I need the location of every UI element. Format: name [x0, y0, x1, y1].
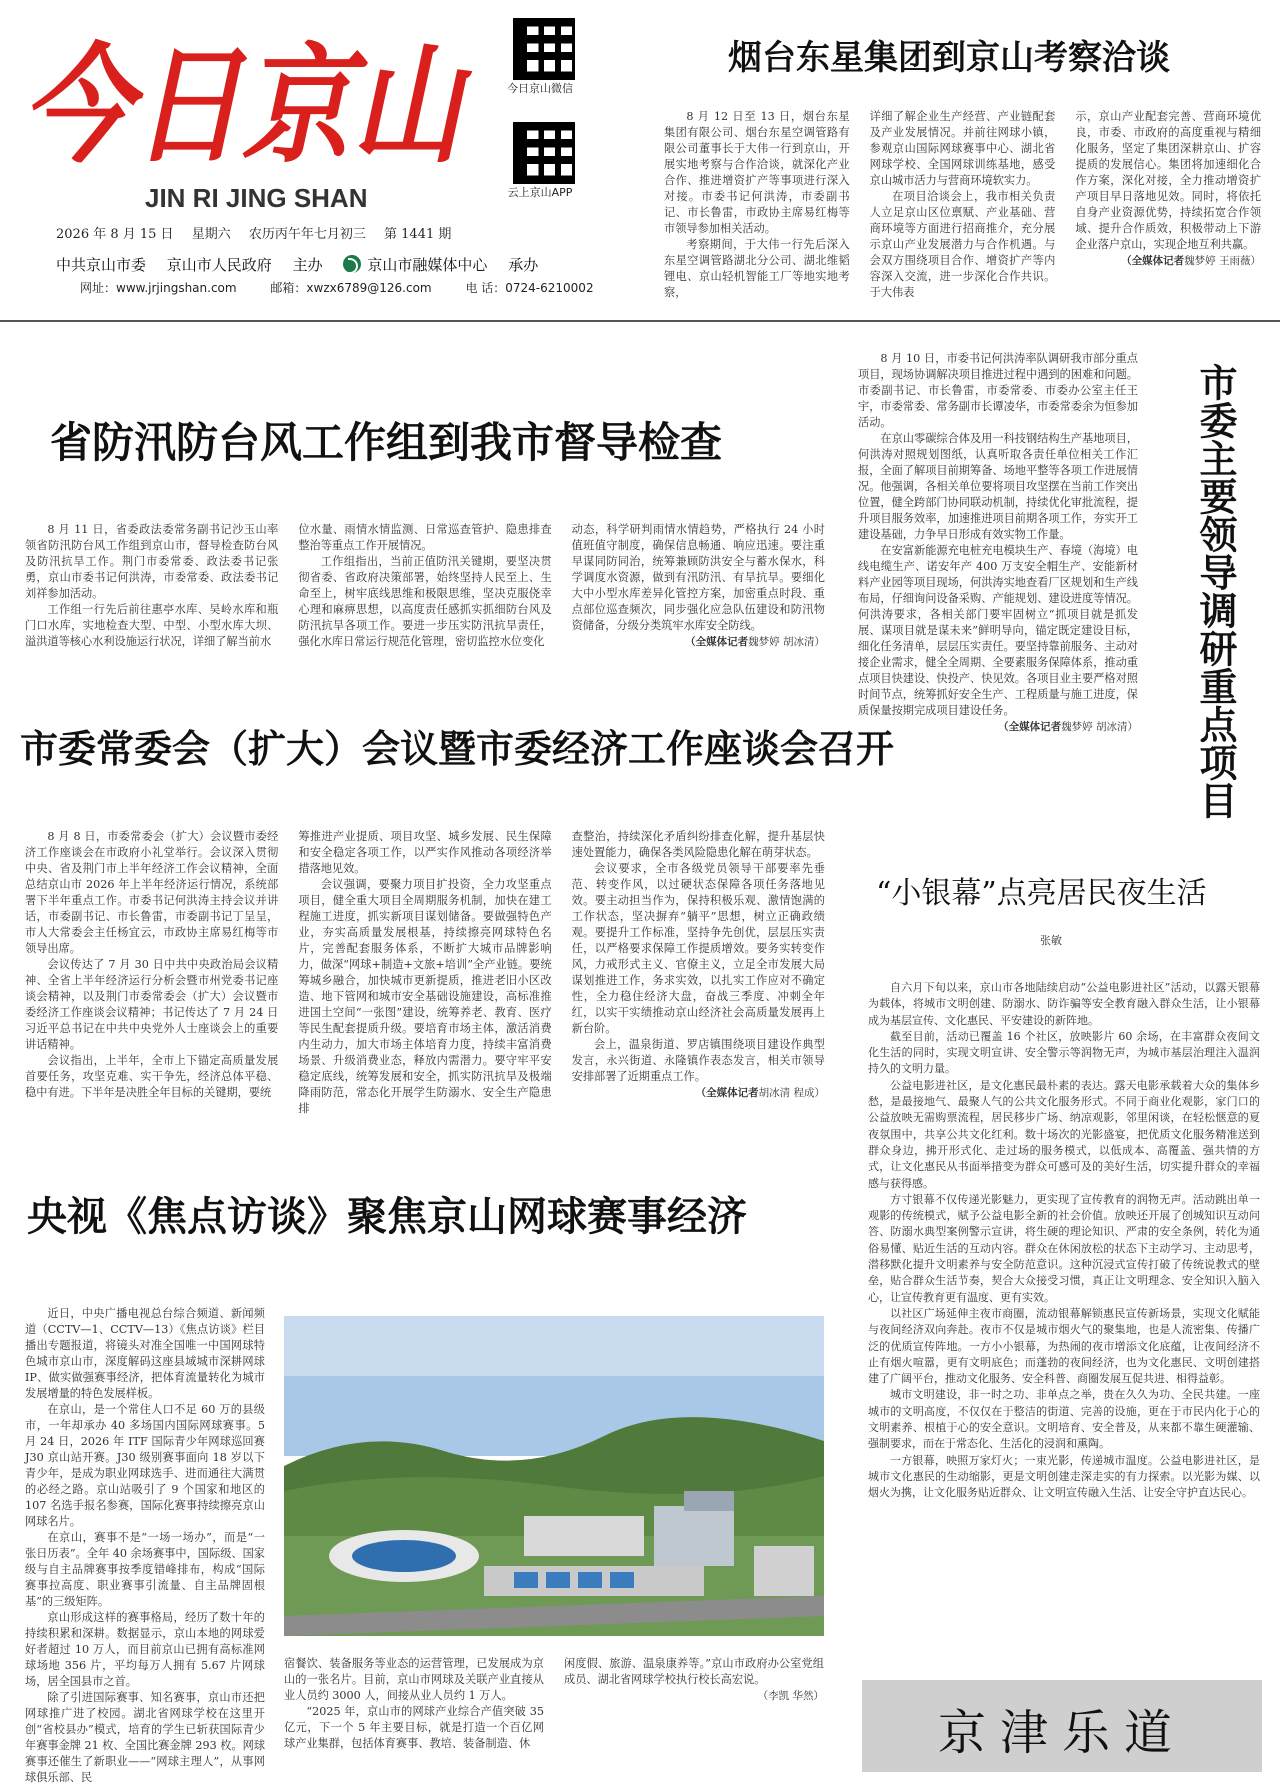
issue-number: 第 1441 期: [384, 227, 452, 242]
article4-headline: 市委主要领导调研重点项目: [1193, 363, 1237, 819]
article3-headline: 市委常委会（扩大）会议暨市委经济工作座谈会召开: [20, 726, 895, 771]
sponsor-role: 主办: [292, 256, 323, 274]
article6-paragraph: 一方银幕，映照万家灯火；一束光影，传递城市温度。公益电影进社区，是城市文化惠民的生动缩影，更是文明创建走深走实的有力探索。以光影为媒、以烟火为携，让文化服务贴近群众、让文明宣传融入生活、让安全守护直达民心。: [868, 1453, 1260, 1500]
organizer-role: 承办: [508, 256, 539, 274]
wechat-qr-caption: 今日京山微信: [507, 82, 573, 95]
article2-paragraph: 动态，科学研判雨情水情趋势，严格执行 24 小时值班值守制度，确保信息畅通、响应迅速。要注重早谋同防同治，统筹兼顾防洪安全与蓄水保水，科学调度水资源，做到有汛防汛、有旱抗旱。要细化大中小型水库差异化管控方案，加密重点时段、重点部位巡查频次，同步强化应急队伍建设和防汛物资储备，分级分类筑牢水库安全防线。: [571, 523, 825, 632]
article6-body: [868, 980, 1260, 1502]
article3-paragraph: 8 月 8 日，市委常委会（扩大）会议暨市委经济工作座谈会在市政府小礼堂举行。会议深入贯彻中央、省及荆门市上半年经济工作会议精神，全面总结京山市 2026 年上半年经济运行情况，系统部署下半年重点工作。市委书记何洪涛主持会议并讲话，市委副书记、市长鲁雷，市委副书记丁呈呈，市人大常委会主任杨宜云，市政协主席易红梅等市领导出席。: [25, 830, 279, 955]
article5-paragraph: 除了引进国际赛事、知名赛事，京山市还把网球推广进了校园。湖北省网球学校在这里开创“省校县办”模式，培育的学生已斩获国际青少年赛事金牌 21 枚、全国比赛金牌 293 枚。网球赛事还催生了新职业——“网球主理人”，从事网球俱乐部、民: [25, 1691, 266, 1784]
sponsor-line: [56, 254, 554, 275]
article5-paragraph: 京山形成这样的赛事格局，经历了数十年的持续积累和深耕。数据显示，京山本地的网球爱好者超过 10 万人，而目前京山已拥有高标准网球场地 356 片，平均每万人拥有 5.67 片网球场，居全国县市之首。: [25, 1611, 265, 1688]
article5-paragraph: “2025 年，京山市的网球产业综合产值突破 35 亿元，下一个 5 年主要目标，就是打造一个百亿网球产业集群，包括体育赛事、教培、装备制造、休: [284, 1705, 544, 1750]
article2-byline: （全媒体记者魏梦婷 胡冰清）: [685, 636, 825, 648]
article5-byline: （李凯 华然）: [757, 1690, 824, 1702]
article1-paragraph: 在项目洽谈会上，我市相关负责人立足京山区位禀赋、产业基础、营商环境等方面进行招商推介，充分展示京山产业发展潜力与合作机遇。与会双方围绕项目合作、增资扩产等内容深入交流，进一步深化合作共识。于大伟表: [869, 190, 1056, 299]
article4-body: [858, 351, 1138, 735]
article5-headline: 央视《焦点访谈》聚焦京山网球赛事经济: [27, 1194, 747, 1240]
wechat-qr-block: [507, 18, 575, 96]
article1-paragraph: 详细了解企业生产经营、产业链配套及产业发展情况。并前往网球小镇，参观京山国际网球赛事中心、湖北省网球学校、全国网球训练基地，感受京山城市活力与营商环境软实力。: [869, 110, 1056, 187]
article1-paragraph: 示，京山产业配套完善、营商环境优良，市委、市政府的高度重视与精细化服务，坚定了集团深耕京山、扩容提质的发展信心。集团将加速细化合作方案，深化对接，全力推动增资扩产项目早日落地见效。同时，将依托自身产业资源优势，持续拓宽合作领域、提升合作质效，积极带动上下游企业落户京山，实现企地互利共赢。: [1075, 110, 1262, 251]
article3-paragraph: 会上，温泉街道、罗店镇围绕项目建设作典型发言，永兴街道、永隆镇作表态发言，相关市领导安排部署了近期重点工作。: [571, 1038, 825, 1083]
masthead-divider: [0, 320, 1280, 322]
article3-paragraph: 会议要求，全市各级党员领导干部要率先垂范、转变作风，以过硬状态保障各项任务落地见效。要主动担当作为，保持积极乐观、激情饱满的工作状态，坚决摒弃“躺平”思想，树立正确政绩观。要提升工作标准，坚持争先创优，层层压实责任，以严格要求保障工作提质增效。要务实转变作风，力戒形式主义、官僚主义，立足全市发展大局谋划推进工作，务求实效，以扎实工作应对不确定性，全力稳住经济大盘，奋战三季度、冲刺全年红，以实干实绩推动京山经济社会高质量发展再上新台阶。: [571, 862, 825, 1035]
article6-paragraph: 城市文明建设，非一时之功、非单点之举，贵在久久为功、全民共建。一座城市的文明高度，不仅仅在于整洁的街道、完善的设施，更在于市民内化于心的文明素养、根植于心的安全意识。文明培育、安全普及，从来都不靠生硬灌输、强制要求，而在于常态化、生活化的浸润和熏陶。: [868, 1388, 1260, 1451]
article3-byline: （全媒体记者胡冰清 程成）: [695, 1087, 825, 1099]
app-qr-code-icon[interactable]: [513, 122, 575, 184]
article6-author: 张敏: [1040, 934, 1062, 947]
column-title: 京津乐道: [937, 1705, 1186, 1761]
article4-byline: （全媒体记者魏梦婷 胡冰清）: [998, 721, 1138, 733]
article4-paragraph: 在京山零碳综合体及用一科技钢结构生产基地项目，何洪涛对照规划图纸，认真听取各责任单位相关工作汇报，全面了解项目前期筹备、场地平整等各项工作进展情况。他强调，各相关单位要将项目攻坚摆在当前工作突出位置，健全跨部门协同联动机制，持续优化审批流程，提升项目服务效率，加速推进项目前期各项工作，夯实开工建设基础，力争早日形成有效实物工作量。: [858, 432, 1138, 541]
article1-byline: （全媒体记者魏梦婷 王雨薇）: [1121, 255, 1262, 267]
article5-col1: [25, 1306, 265, 1786]
article3-paragraph: 筹推进产业提质、项目攻坚、城乡发展、民生保障和安全稳定各项工作，以严实作风推动各项经济举措落地见效。: [298, 830, 552, 875]
article6-paragraph: 截至目前，活动已覆盖 16 个社区，放映影片 60 余场，在丰富群众夜间文化生活的同时，实现文明宣讲、安全警示等润物无声，为城市基层治理注入温润持久的文明力量。: [868, 1029, 1260, 1076]
article5-paragraph: 近日，中央广播电视总台综合频道、新闻频道（CCTV—1、CCTV—13）《焦点访谈》栏目播出专题报道，将镜头对准全国唯一中国网球特色城市京山市，深度解码这座县域城市深耕网球 IP、做实做强赛事经济，把体育流量转化为城市发展增量的特色发展样板。: [25, 1307, 265, 1400]
article3-paragraph: 会议强调，要聚力项目扩投资，全力攻坚重点项目，健全重大项目全周期服务机制，加快在建工程施工进度，抓实新项目谋划储备。要做强特色产业，夯实高质量发展根基，持续擦亮网球特色名片，完善配套服务体系，不断扩大城市品牌影响力，做深“网球+制造+文旅+培训”全产业链。要统筹城乡融合，加快城市更新提质，推进老旧小区改造、地下管网和城市安全基础设施建设，高标准推进国土空间“一张图”建设，统筹养老、教育、医疗等民生配套提质升级。要培育市场主体，激活消费内生动力，加大市场主体培育力度，持续丰富消费场景、升级消费业态，释放内需潜力。要守牢平安稳定底线，统筹发展和安全，抓实防汛抗旱及极端降雨防范，常态化开展学生防溺水、安全生产隐患排: [298, 878, 552, 1115]
article4-paragraph: 8 月 10 日，市委书记何洪涛率队调研我市部分重点项目，现场协调解决项目推进过程中遇到的困难和问题。市委副书记、市长鲁雷，市委常委、市委办公室主任王宇，市委常委、常务副市长谭凌华，市委常委余为恒参加活动。: [858, 352, 1138, 429]
article6-paragraph: 公益电影进社区，是文化惠民最朴素的表达。露天电影承载着大众的集体乡愁，是最接地气、最聚人气的公共文化服务形式。不同于商业化观影，家门口的公益放映无需购票流程，居民移步广场、纳凉观影，邻里闲谈，在轻松惬意的夏夜氛围中，共享公共文化红利。数十场次的光影盛宴，把优质文化服务精准送到群众身边，拂开形式化、走过场的服务模式，以低成本、高覆盖、强共情的方式，让文化惠民从书面举措变为群众可感可及的美好生活，切实提升群众的幸福感与获得感。: [868, 1078, 1260, 1190]
article3-paragraph: 查整治，持续深化矛盾纠纷排查化解，提升基层快速处置能力，确保各类风险隐患化解在萌芽状态。: [571, 830, 825, 859]
article5-paragraph: 宿餐饮、装备服务等业态的运营管理，已发展成为京山的一张名片。目前，京山市网球及关联产业直接从业人员约 3000 人，间接从业人员约 1 万人。: [284, 1657, 544, 1702]
article2-paragraph: 位水量、雨情水情监测、日常巡查管护、隐患排查整治等重点工作开展情况。: [298, 523, 552, 552]
article6-headline: “小银幕”点亮居民夜生活: [876, 876, 1207, 911]
issue-weekday: 星期六: [191, 227, 231, 242]
issue-lunar-date: 农历丙午年七月初三: [248, 227, 366, 242]
article4-paragraph: 在安富新能源充电桩充电模块生产、春境（海境）电线电缆生产、诺安年产 400 万支安全帽生产、安能新材料产业园等项目现场，何洪涛实地查看厂区规划和生产线布局，仔细询问设备采购、产能规划、建设进度等情况。何洪涛要求，各相关部门要牢固树立“抓项目就是抓发展、谋项目就是谋未来”鲜明导向，锚定既定建设目标，细化任务清单，层层压实责任。要坚持靠前服务、主动对接企业需求，健全全周期、全要素服务保障体系，推动重点项目快建设、快投产、快见效。各项目业主要严格对照时间节点，统筹抓好安全生产、工程质量与施工进度，保质保量按期完成项目建设任务。: [858, 544, 1138, 717]
app-qr-caption: 云上京山APP: [507, 186, 573, 199]
contact-line: [80, 279, 624, 296]
article2-paragraph: 工作组指出，当前正值防汛关键期，要坚决贯彻省委、省政府决策部署，始终坚持人民至上、生命至上，树牢底线思维和极限思维，坚决克服侥幸心理和麻痹思想，以高度责任感抓实抓细防台风及防汛抗旱各项工作。要进一步压实防汛抗旱责任，强化水库日常运行规范化管理，密切监控水位变化: [298, 555, 552, 648]
article6-paragraph: 以社区广场延伸主夜市商圈，流动银幕解锁惠民宣传新场景，实现文化赋能与夜间经济双向奔赴。夜市不仅是城市烟火气的聚集地，也是人流密集、传播广泛的优质宣传阵地。一方小小银幕，为热闹的夜市增添文化底蕴，让夜间经济不止有烟火喧嚣，更有文明底色；而蓬勃的夜间经济，也为文化惠民、文明创建搭建了广阔平台，推动文化服务、安全科普、商圈发展互促共进、相得益彰。: [868, 1306, 1260, 1386]
masthead-date-line: [56, 223, 465, 242]
article1-headline: 烟台东星集团到京山考察洽谈: [728, 38, 1170, 78]
article2-headline: 省防汛防台风工作组到我市督导检查: [50, 418, 723, 467]
article2-body: [25, 522, 825, 650]
email-text[interactable]: 邮箱：xwzx6789@126.com: [270, 281, 432, 295]
article2-paragraph: 工作组一行先后前往惠亭水库、吴岭水库和瓶门口水库，实地检查大型、中型、小型水库大坝、溢洪道等核心水利设施运行状况，详细了解当前水: [25, 603, 279, 648]
article3-paragraph: 会议指出，上半年，全市上下锚定高质量发展首要任务，攻坚克难、实干争先，经济总体平稳、稳中有进。下半年是决胜全年目标的关键期，要统: [25, 1054, 279, 1099]
article5-paragraph: 在京山，赛事不是“一场一场办”，而是“一张日历表”。全年 40 余场赛事中，国际级、国家级与自主品牌赛事按季度错峰排布，构成“国际赛事拉高度、职业赛事引流量、自主品牌固根基”的三级矩阵。: [25, 1531, 265, 1608]
article1-paragraph: 8 月 12 日至 13 日，烟台东星集团有限公司、烟台东星空调管路有限公司董事长于大伟一行到京山，开展实地考察与合作洽谈，就深化产业合作、推进增资扩产等事项进行深入对接。市委书记何洪涛，市委副书记、市长鲁雷，市政协主席易红梅等市领导参加相关活动。: [664, 110, 850, 235]
sponsor-party-committee: 中共京山市委: [56, 256, 147, 274]
app-qr-block: [507, 122, 575, 200]
masthead-pinyin: JIN RI JING SHAN: [145, 183, 368, 213]
column-title-box: [862, 1680, 1262, 1772]
sponsor-government: 京山市人民政府: [166, 256, 272, 274]
svg-text:今日京山: 今日京山: [22, 31, 474, 170]
tennis-center-aerial-photo: [284, 1316, 824, 1636]
article2-paragraph: 8 月 11 日，省委政法委常务副书记沙玉山率领省防汛防台风工作组到京山市，督导检查防台风及防汛抗旱工作。荆门市委常委、政法委书记张勇，京山市委书记何洪涛，市委常委、政法委书记刘祥参加活动。: [25, 523, 279, 600]
website-text[interactable]: 网址：www.jrjingshan.com: [80, 281, 237, 295]
article6-paragraph: 方寸银幕不仅传递光影魅力，更实现了宣传教育的润物无声。活动跳出单一观影的传统模式，赋予公益电影全新的社会价值。放映还开展了创城知识互动问答、防溺水典型案例警示宣讲，将生硬的理论知识、严肃的安全条例，转化为通俗易懂、贴近生活的互动内容。群众在休闲放松的状态下主动学习、主动思考，潜移默化提升文明素养与安全防范意识。这种沉浸式宣传打破了传统说教式的壁垒，贴合群众生活节奏，契合大众接受习惯，真正让文明理念、安全知识入脑入心，让宣传教育更有温度、更有实效。: [868, 1192, 1260, 1304]
media-center-logo-icon: [343, 255, 361, 273]
masthead-logo: [22, 2, 477, 170]
article5-paragraph: 闲度假、旅游、温泉康养等。”京山市政府办公室党组成员、湖北省网球学校执行校长高宏说。: [564, 1657, 824, 1686]
organizer-name: 京山市融媒体中心: [367, 256, 488, 274]
phone-text: 电 话：0724-6210002: [465, 281, 594, 295]
article5-lower-cols: [284, 1656, 824, 1752]
article1-body: [664, 109, 1261, 301]
issue-date: 2026 年 8 月 15 日: [56, 227, 174, 242]
article3-paragraph: 会议传达了 7 月 30 日中共中央政治局会议精神、全省上半年经济运行分析会暨市州党委书记座谈会精神，以及荆门市委常委会（扩大）会议暨市委经济工作座谈会议精神；书记传达了 7 月 24 日习近平总书记在中共中央党外人士座谈会上的重要讲话精神。: [25, 958, 279, 1051]
article6-paragraph: 自六月下旬以来，京山市各地陆续启动“公益电影进社区”活动，以露天银幕为载体，将城市文明创建、防溺水、防诈骗等安全教育融入群众生活，让小银幕成为基层宣传、文化惠民、平安建设的新阵地。: [868, 981, 1260, 1027]
wechat-qr-code-icon[interactable]: [513, 18, 575, 80]
article1-paragraph: 考察期间，于大伟一行先后深入东星空调管路湖北分公司、湖北维韬锂电、京山轻机智能工厂等地实地考察，: [664, 238, 850, 299]
article5-paragraph: 在京山，是一个常住人口不足 60 万的县级市，一年却承办 40 多场国内国际网球赛事。5 月 24 日，2026 年 ITF 国际青少年网球巡回赛 J30 京山站开赛。J30 级别赛事面向 18 岁以下青少年，是成为职业网球选手、进而通往大满贯的必经之路。京山站吸引了 9 个国家和地区的 107 名选手报名参赛，国际化赛事持续擦亮京山网球名片。: [25, 1403, 265, 1528]
article3-body: [25, 829, 825, 1117]
